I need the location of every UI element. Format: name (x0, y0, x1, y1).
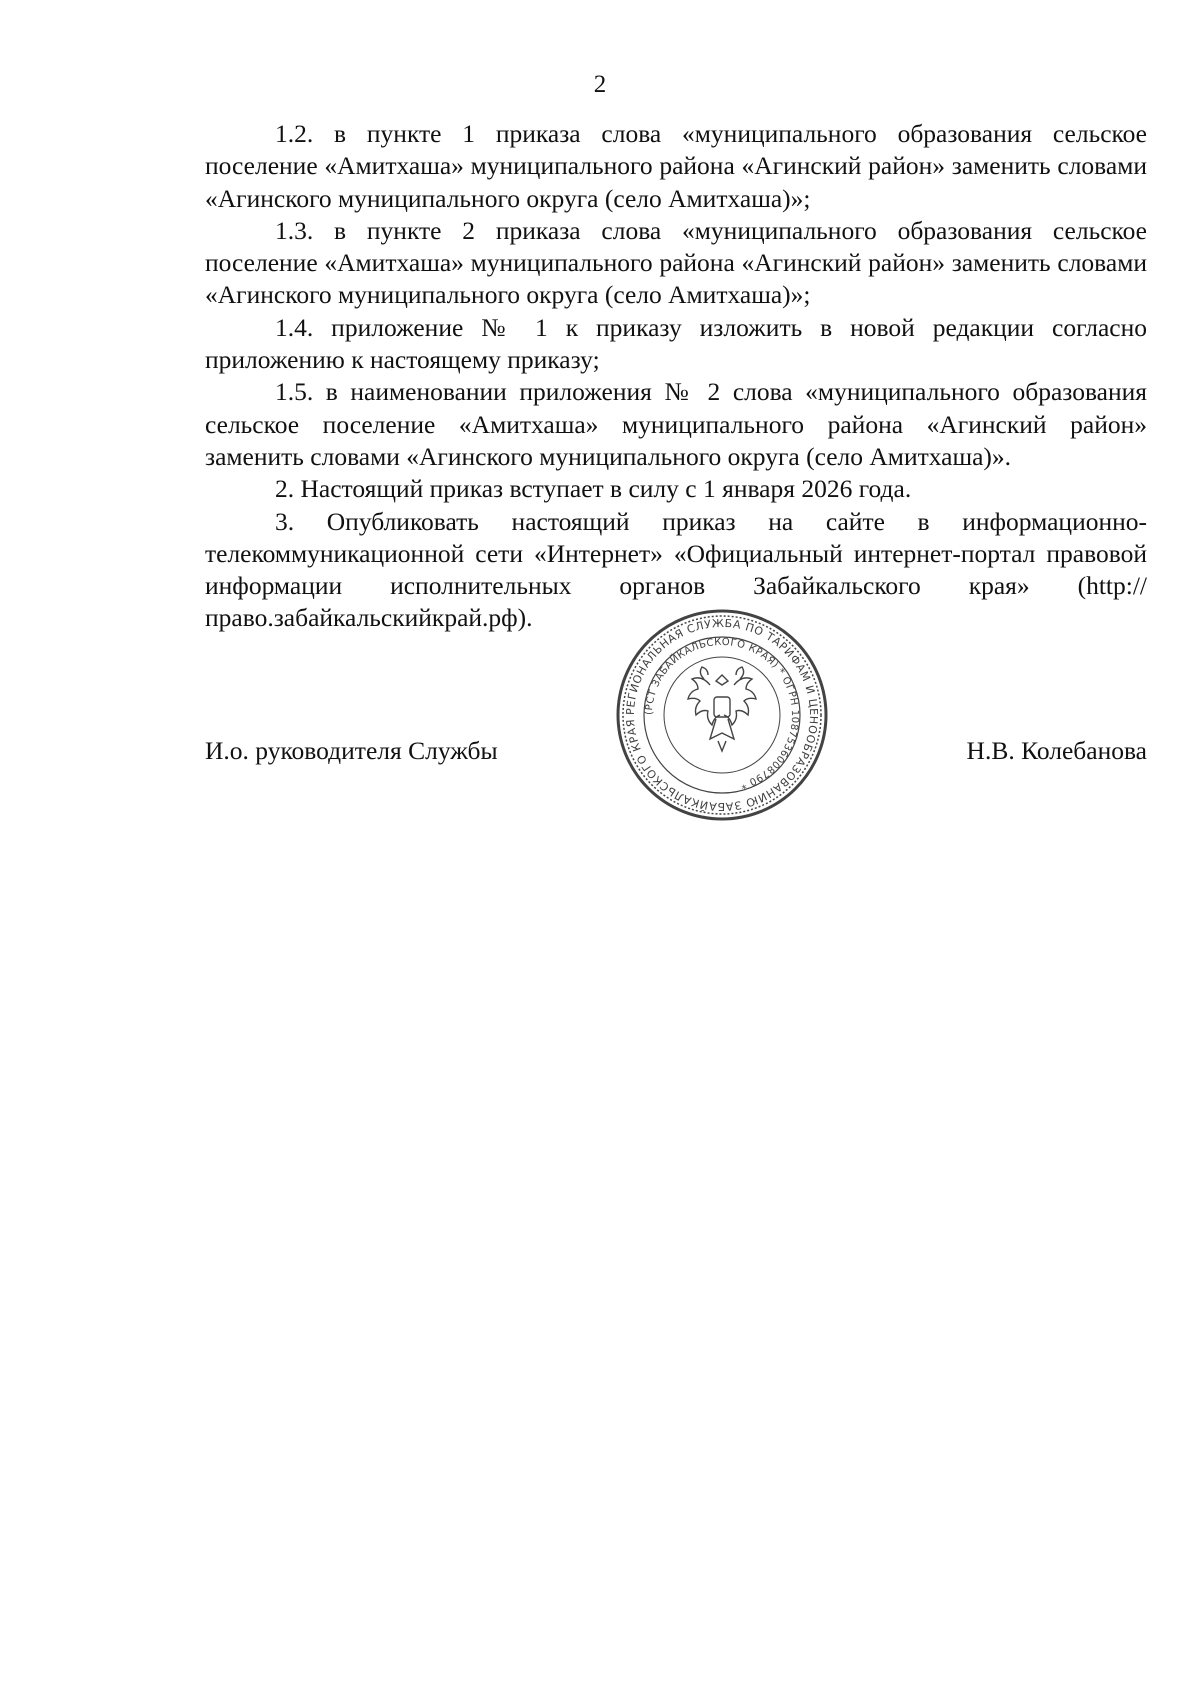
signatory-title: И.о. руководителя Службы (205, 736, 498, 765)
paragraph-3: 3. Опубликовать настоящий приказ на сайте в информационно-телекоммуникационной сети «Интернет» «Официальный интернет-портал правовой информации исполнительных органов Забайкальского края» (http://право.забайкальскийкрай.рф). (205, 506, 1147, 633)
signatory-name: Н.В. Колебанова (966, 736, 1147, 765)
paragraph-2: 2. Настоящий приказ вступает в силу с 1 января 2026 года. (275, 474, 912, 504)
seal-outer-text: РЕГИОНАЛЬНАЯ СЛУЖБА ПО ТАРИФАМ И ЦЕНООБРАЗОВАНИЮ ЗАБАЙКАЛЬСКОГО КРАЯ (623, 616, 821, 814)
page-number: 2 (593, 71, 607, 98)
official-seal-stamp (592, 605, 852, 825)
document-body (205, 118, 1147, 635)
seal-inner-text: (РСТ ЗАБАЙКАЛЬСКОГО КРАЯ) * ОГРН 1087536008790 * (643, 636, 801, 791)
paragraph-1-3: 1.3. в пункте 2 приказа слова «муниципального образования сельское поселение «Амитхаша» муниципального района «Агинский район» заменить словами «Агинского муниципального округа (село Амитхаша)»; (205, 215, 1147, 310)
eagle-emblem-icon (688, 667, 756, 751)
paragraph-1-4: 1.4. приложение № 1 к приказу изложить в новой редакции согласно приложению к настоящему приказу; (205, 312, 1147, 375)
paragraph-1-2: 1.2. в пункте 1 приказа слова «муниципального образования сельское поселение «Амитхаша» муниципального района «Агинский район» заменить словами «Агинского муниципального округа (село Амитхаша)»; (205, 119, 1147, 213)
paragraph-1-5: 1.5. в наименовании приложения № 2 слова «муниципального образования сельское поселение «Амитхаша» муниципального района «Агинский район» заменить словами «Агинского муниципального округа (село Амитхаша)». (205, 377, 1147, 471)
